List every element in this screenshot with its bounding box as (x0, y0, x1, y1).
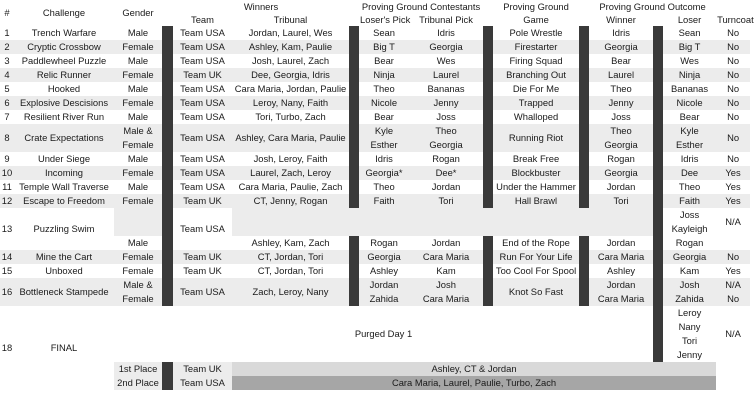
header-proving-ground: Proving Ground (503, 0, 569, 12)
second-place-names: Cara Maria, Laurel, Paulie, Turbo, Zach (232, 376, 716, 390)
table-row (0, 264, 750, 278)
row-gender: Female (114, 250, 162, 264)
row-winner: Tori (589, 194, 653, 208)
row-game: Break Free (512, 153, 560, 164)
row-tribunal-pick-2: Georgia (409, 138, 483, 152)
table-row (0, 82, 750, 96)
header-game: Game (523, 13, 549, 25)
row-team: Team UK (173, 250, 232, 264)
table-row (0, 26, 750, 40)
row-tribunal-pick-1: Josh (409, 278, 483, 292)
row-loser: Dee (663, 166, 716, 180)
row-turncoat-1: N/A (716, 278, 750, 292)
row-winner: Ashley (606, 265, 636, 276)
row-losers-pick: Bear (374, 111, 394, 122)
row-loser: Nicole (663, 96, 716, 110)
row-challenge: Bottleneck Stampede (14, 278, 114, 306)
row-challenge: Resilient River Run (23, 111, 105, 122)
row-losers-pick: Ashley (369, 265, 399, 276)
row-team: Team USA (173, 124, 232, 152)
header-team: Team (191, 13, 214, 25)
row-game: Knot So Fast (493, 278, 579, 306)
row-tribunal-pick: Kam (436, 265, 456, 276)
row-tribunal-pick-1: Theo (409, 124, 483, 138)
row-team: Team USA (180, 27, 225, 38)
header-winner: Winner (606, 13, 636, 25)
final-purged-name-4: Jenny (677, 349, 703, 360)
row-loser-a1: Joss (679, 209, 700, 220)
row-gender: Male (127, 153, 149, 164)
row-num: 6 (0, 96, 14, 110)
final-turncoat: N/A (725, 328, 741, 339)
row-winner: Jordan (606, 237, 636, 248)
row-loser: Georgia (663, 250, 716, 264)
table-row (0, 250, 750, 264)
row-game: Pole Wrestle (509, 27, 563, 38)
row-game: Under the Hammer (496, 181, 576, 192)
row-losers-pick: Idris (375, 153, 393, 164)
row-losers-pick: Georgia* (359, 166, 409, 180)
row-num: 11 (2, 181, 12, 192)
row-game: Branching Out (493, 68, 579, 82)
row-tribunal: Leroy, Nany, Faith (232, 96, 349, 110)
row-losers-pick: Rogan (370, 237, 398, 248)
row-winner-1: Theo (589, 124, 653, 138)
row-num: 5 (4, 83, 10, 94)
row-losers-pick: Sean (373, 27, 395, 38)
row-challenge: Paddlewheel Puzzle (21, 55, 107, 66)
row-turncoat: No (716, 96, 750, 110)
row-gender: Female (122, 265, 154, 276)
row-team: Team USA (173, 40, 232, 54)
row-tribunal-pick: Wes (436, 55, 456, 66)
row-tribunal: Jordan, Laurel, Wes (248, 27, 333, 38)
row-team: Team USA (180, 153, 225, 164)
table-row (0, 96, 750, 110)
final-purged-name-3: Tori (681, 335, 698, 346)
row-winner: Jordan (606, 181, 636, 192)
row-turncoat: No (716, 124, 750, 152)
row-winner: Laurel (589, 68, 653, 82)
row-tribunal-pick: Laurel (409, 68, 483, 82)
row-turncoat: No (727, 111, 740, 122)
row-loser-1: Josh (663, 278, 716, 292)
header-pg-contestants: Proving Ground Contestants (361, 0, 481, 12)
row-tribunal: CT, Jordan, Tori (232, 250, 349, 264)
row-losers-pick: Nicole (359, 96, 409, 110)
row-tribunal-pick: Idris (437, 27, 455, 38)
row-challenge: Under Siege (37, 153, 91, 164)
row-num: 12 (1, 195, 13, 206)
row-tribunal-pick: Jordan (431, 237, 461, 248)
row-tribunal: Ashley, Kam, Zach (251, 237, 330, 248)
row-team: Team USA (180, 83, 225, 94)
row-loser: Bear (679, 111, 700, 122)
row-losers-pick-2: Zahida (359, 292, 409, 306)
row-game: Blockbuster (493, 166, 579, 180)
row-loser: Big T (663, 40, 716, 54)
row-tribunal: Josh, Laurel, Zach (251, 55, 330, 66)
row-challenge: Escape to Freedom (14, 194, 114, 208)
row-turncoat: No (727, 27, 740, 38)
header-gender: Gender (122, 7, 154, 18)
row-gender: Female (114, 194, 162, 208)
row-loser-a2: Kayleigh (671, 223, 708, 234)
row-team: Team UK (183, 265, 222, 276)
row-turncoat: No (716, 250, 750, 264)
table-row (0, 124, 750, 138)
header-challenge: Challenge (42, 7, 86, 18)
header-tribunal-pick: Tribunal Pick (419, 13, 473, 25)
row-gender-line1: Male & (114, 124, 162, 138)
row-tribunal-pick: Rogan (432, 153, 460, 164)
row-tribunal-pick: Cara Maria (409, 250, 483, 264)
row-winner-2: Cara Maria (589, 292, 653, 306)
row-num: 10 (1, 167, 13, 178)
row-num: 13 (1, 223, 13, 234)
row-team: Team USA (173, 278, 232, 306)
row-tribunal: Laurel, Zach, Leroy (232, 166, 349, 180)
row-turncoat: No (716, 40, 750, 54)
row-challenge: Trench Warfare (31, 27, 97, 38)
row-winner: Cara Maria (589, 250, 653, 264)
row-tribunal: Cara Maria, Paulie, Zach (238, 181, 343, 192)
header-winners: Winners (243, 0, 279, 12)
row-tribunal: Zach, Leroy, Nany (232, 278, 349, 306)
row-game: Die For Me (512, 83, 560, 94)
row-team: Team USA (173, 166, 232, 180)
row-num: 14 (1, 251, 13, 262)
row-num: 1 (4, 27, 10, 38)
row-tribunal: Dee, Georgia, Idris (232, 68, 349, 82)
row-gender: Male (127, 27, 149, 38)
row-gender: Male (127, 111, 149, 122)
row-loser: Kam (679, 265, 700, 276)
header-turncoat: Turncoat (717, 14, 754, 25)
row-turncoat: Yes (716, 194, 750, 208)
table-row (0, 194, 750, 208)
row-turncoat: No (727, 153, 740, 164)
row-loser: Bananas (671, 83, 709, 94)
final-num: 18 (1, 342, 13, 353)
row-team: Team USA (180, 181, 225, 192)
final-row (0, 306, 750, 320)
row-turncoat: Yes (725, 181, 741, 192)
row-turncoat-a: N/A (725, 216, 741, 227)
row-tribunal: Ashley, Cara Maria, Paulie (232, 124, 349, 152)
row-gender-line1: Male & (114, 278, 162, 292)
row-num: 3 (4, 55, 10, 66)
row-tribunal-pick: Jordan (431, 181, 461, 192)
row-game: Whalloped (513, 111, 559, 122)
row-num: 2 (0, 40, 14, 54)
row-turncoat (716, 236, 750, 250)
table-row (0, 166, 750, 180)
final-purged-name-2: Nany (678, 321, 701, 332)
row-tribunal-pick: Dee* (409, 166, 483, 180)
header-loser: Loser (677, 13, 702, 25)
row-turncoat: Yes (725, 265, 741, 276)
row-team: Team UK (173, 68, 232, 82)
row-winner: Bear (611, 55, 631, 66)
first-place-team: Team UK (173, 362, 232, 376)
row-tribunal-pick: Jenny (409, 96, 483, 110)
row-losers-pick: Big T (359, 40, 409, 54)
row-game: End of the Rope (502, 237, 570, 248)
row-loser: Rogan (675, 237, 704, 248)
row-winner: Idris (612, 27, 630, 38)
header-row-1 (0, 0, 750, 13)
row-gender: Male (127, 55, 149, 66)
row-game: Firestarter (493, 40, 579, 54)
row-team: Team USA (180, 55, 225, 66)
row-winner-2: Georgia (589, 138, 653, 152)
row-loser: Idris (680, 153, 699, 164)
second-place-label: 2nd Place (114, 376, 162, 390)
row-tribunal-pick: Joss (436, 111, 456, 122)
row-gender: Male (127, 237, 149, 248)
row-gender: Female (114, 166, 162, 180)
row-gender: Male (127, 83, 149, 94)
row-game: Run For Your Life (493, 250, 579, 264)
row-game: Firing Squad (509, 55, 563, 66)
row-losers-pick: Georgia (359, 250, 409, 264)
table-row (0, 180, 750, 194)
row-challenge: Puzzling Swim (33, 223, 95, 234)
row-loser: Theo (678, 181, 701, 192)
row-challenge: Relic Runner (14, 68, 114, 82)
row-gender: Female (114, 96, 162, 110)
row-winner: Theo (610, 83, 632, 94)
row-tribunal-pick: Bananas (427, 83, 465, 94)
row-num: 15 (1, 265, 13, 276)
row-challenge: Explosive Descisions (14, 96, 114, 110)
row-game: Hall Brawl (493, 194, 579, 208)
row-winner: Georgia (589, 166, 653, 180)
first-place-label: 1st Place (114, 362, 162, 376)
row-losers-pick: Theo (373, 83, 395, 94)
table-row (0, 278, 750, 292)
row-loser-1: Kyle (663, 124, 716, 138)
row-turncoat: Yes (716, 166, 750, 180)
row-challenge: Mine the Cart (14, 250, 114, 264)
row-loser-2: Esther (663, 138, 716, 152)
row-turncoat: No (727, 83, 740, 94)
row-team: Team USA (180, 111, 225, 122)
table-row (0, 110, 750, 124)
row-turncoat: No (716, 68, 750, 82)
row-challenge: Incoming (14, 166, 114, 180)
row-tribunal: Ashley, Kam, Paulie (232, 40, 349, 54)
row-turncoat: No (727, 55, 740, 66)
row-gender: Male (127, 181, 149, 192)
first-place-names: Ashley, CT & Jordan (232, 362, 716, 376)
row-team: Team USA (180, 223, 225, 234)
final-purged: Purged Day 1 (114, 306, 653, 362)
row-challenge: Temple Wall Traverse (19, 181, 109, 192)
row-losers-pick: Bear (374, 55, 394, 66)
row-loser: Faith (663, 194, 716, 208)
row-challenge: Cryptic Crossbow (14, 40, 114, 54)
row-winner: Joss (611, 111, 631, 122)
row-loser-2: Zahida (663, 292, 716, 306)
row-gender-line2: Female (114, 138, 162, 152)
row-winner-1: Jordan (589, 278, 653, 292)
row-gender: Female (114, 40, 162, 54)
row-game: Trapped (493, 96, 579, 110)
row-gender: Female (114, 68, 162, 82)
table-row (0, 54, 750, 68)
row-loser: Ninja (663, 68, 716, 82)
row-losers-pick-2: Esther (359, 138, 409, 152)
row-challenge: Unboxed (45, 265, 83, 276)
row-tribunal: Tori, Turbo, Zach (255, 111, 326, 122)
row-team: Team USA (173, 96, 232, 110)
row-tribunal-pick: Tori (409, 194, 483, 208)
row-loser: Sean (678, 27, 701, 38)
table-row (0, 152, 750, 166)
row-tribunal: Josh, Leroy, Faith (253, 153, 328, 164)
row-tribunal: Cara Maria, Jordan, Paulie (234, 83, 347, 94)
row-loser: Wes (680, 55, 699, 66)
header-pg-outcome: Proving Ground Outcome (599, 0, 706, 12)
row-tribunal-pick: Georgia (409, 40, 483, 54)
row-num: 16 (0, 278, 14, 306)
final-challenge: FINAL (50, 342, 78, 353)
row-losers-pick-1: Kyle (359, 124, 409, 138)
row-num: 8 (0, 124, 14, 152)
row-gender-line2: Female (114, 292, 162, 306)
header-losers-pick: Loser's Pick (360, 13, 411, 25)
second-place-team: Team USA (173, 376, 232, 390)
table-row (0, 40, 750, 54)
table-row (0, 208, 750, 222)
row-losers-pick-1: Jordan (359, 278, 409, 292)
row-num: 9 (4, 153, 10, 164)
final-purged-name-1: Leroy (677, 307, 702, 318)
header-num: # (4, 7, 10, 18)
row-tribunal: CT, Jordan, Tori (257, 265, 324, 276)
row-num: 4 (0, 68, 14, 82)
row-losers-pick: Faith (359, 194, 409, 208)
row-losers-pick: Theo (373, 181, 395, 192)
row-winner: Rogan (607, 153, 635, 164)
row-winner: Jenny (589, 96, 653, 110)
table-row (0, 68, 750, 82)
row-winner: Georgia (589, 40, 653, 54)
row-game: Running Riot (493, 124, 579, 152)
row-tribunal: CT, Jenny, Rogan (232, 194, 349, 208)
row-tribunal-pick-2: Cara Maria (409, 292, 483, 306)
row-turncoat-2: No (716, 292, 750, 306)
row-losers-pick: Ninja (359, 68, 409, 82)
row-challenge: Hooked (47, 83, 81, 94)
row-game: Too Cool For Spool (495, 265, 577, 276)
row-team: Team UK (173, 194, 232, 208)
row-num: 7 (4, 111, 10, 122)
header-tribunal: Tribunal (273, 13, 308, 25)
row-challenge: Crate Expectations (14, 124, 114, 152)
